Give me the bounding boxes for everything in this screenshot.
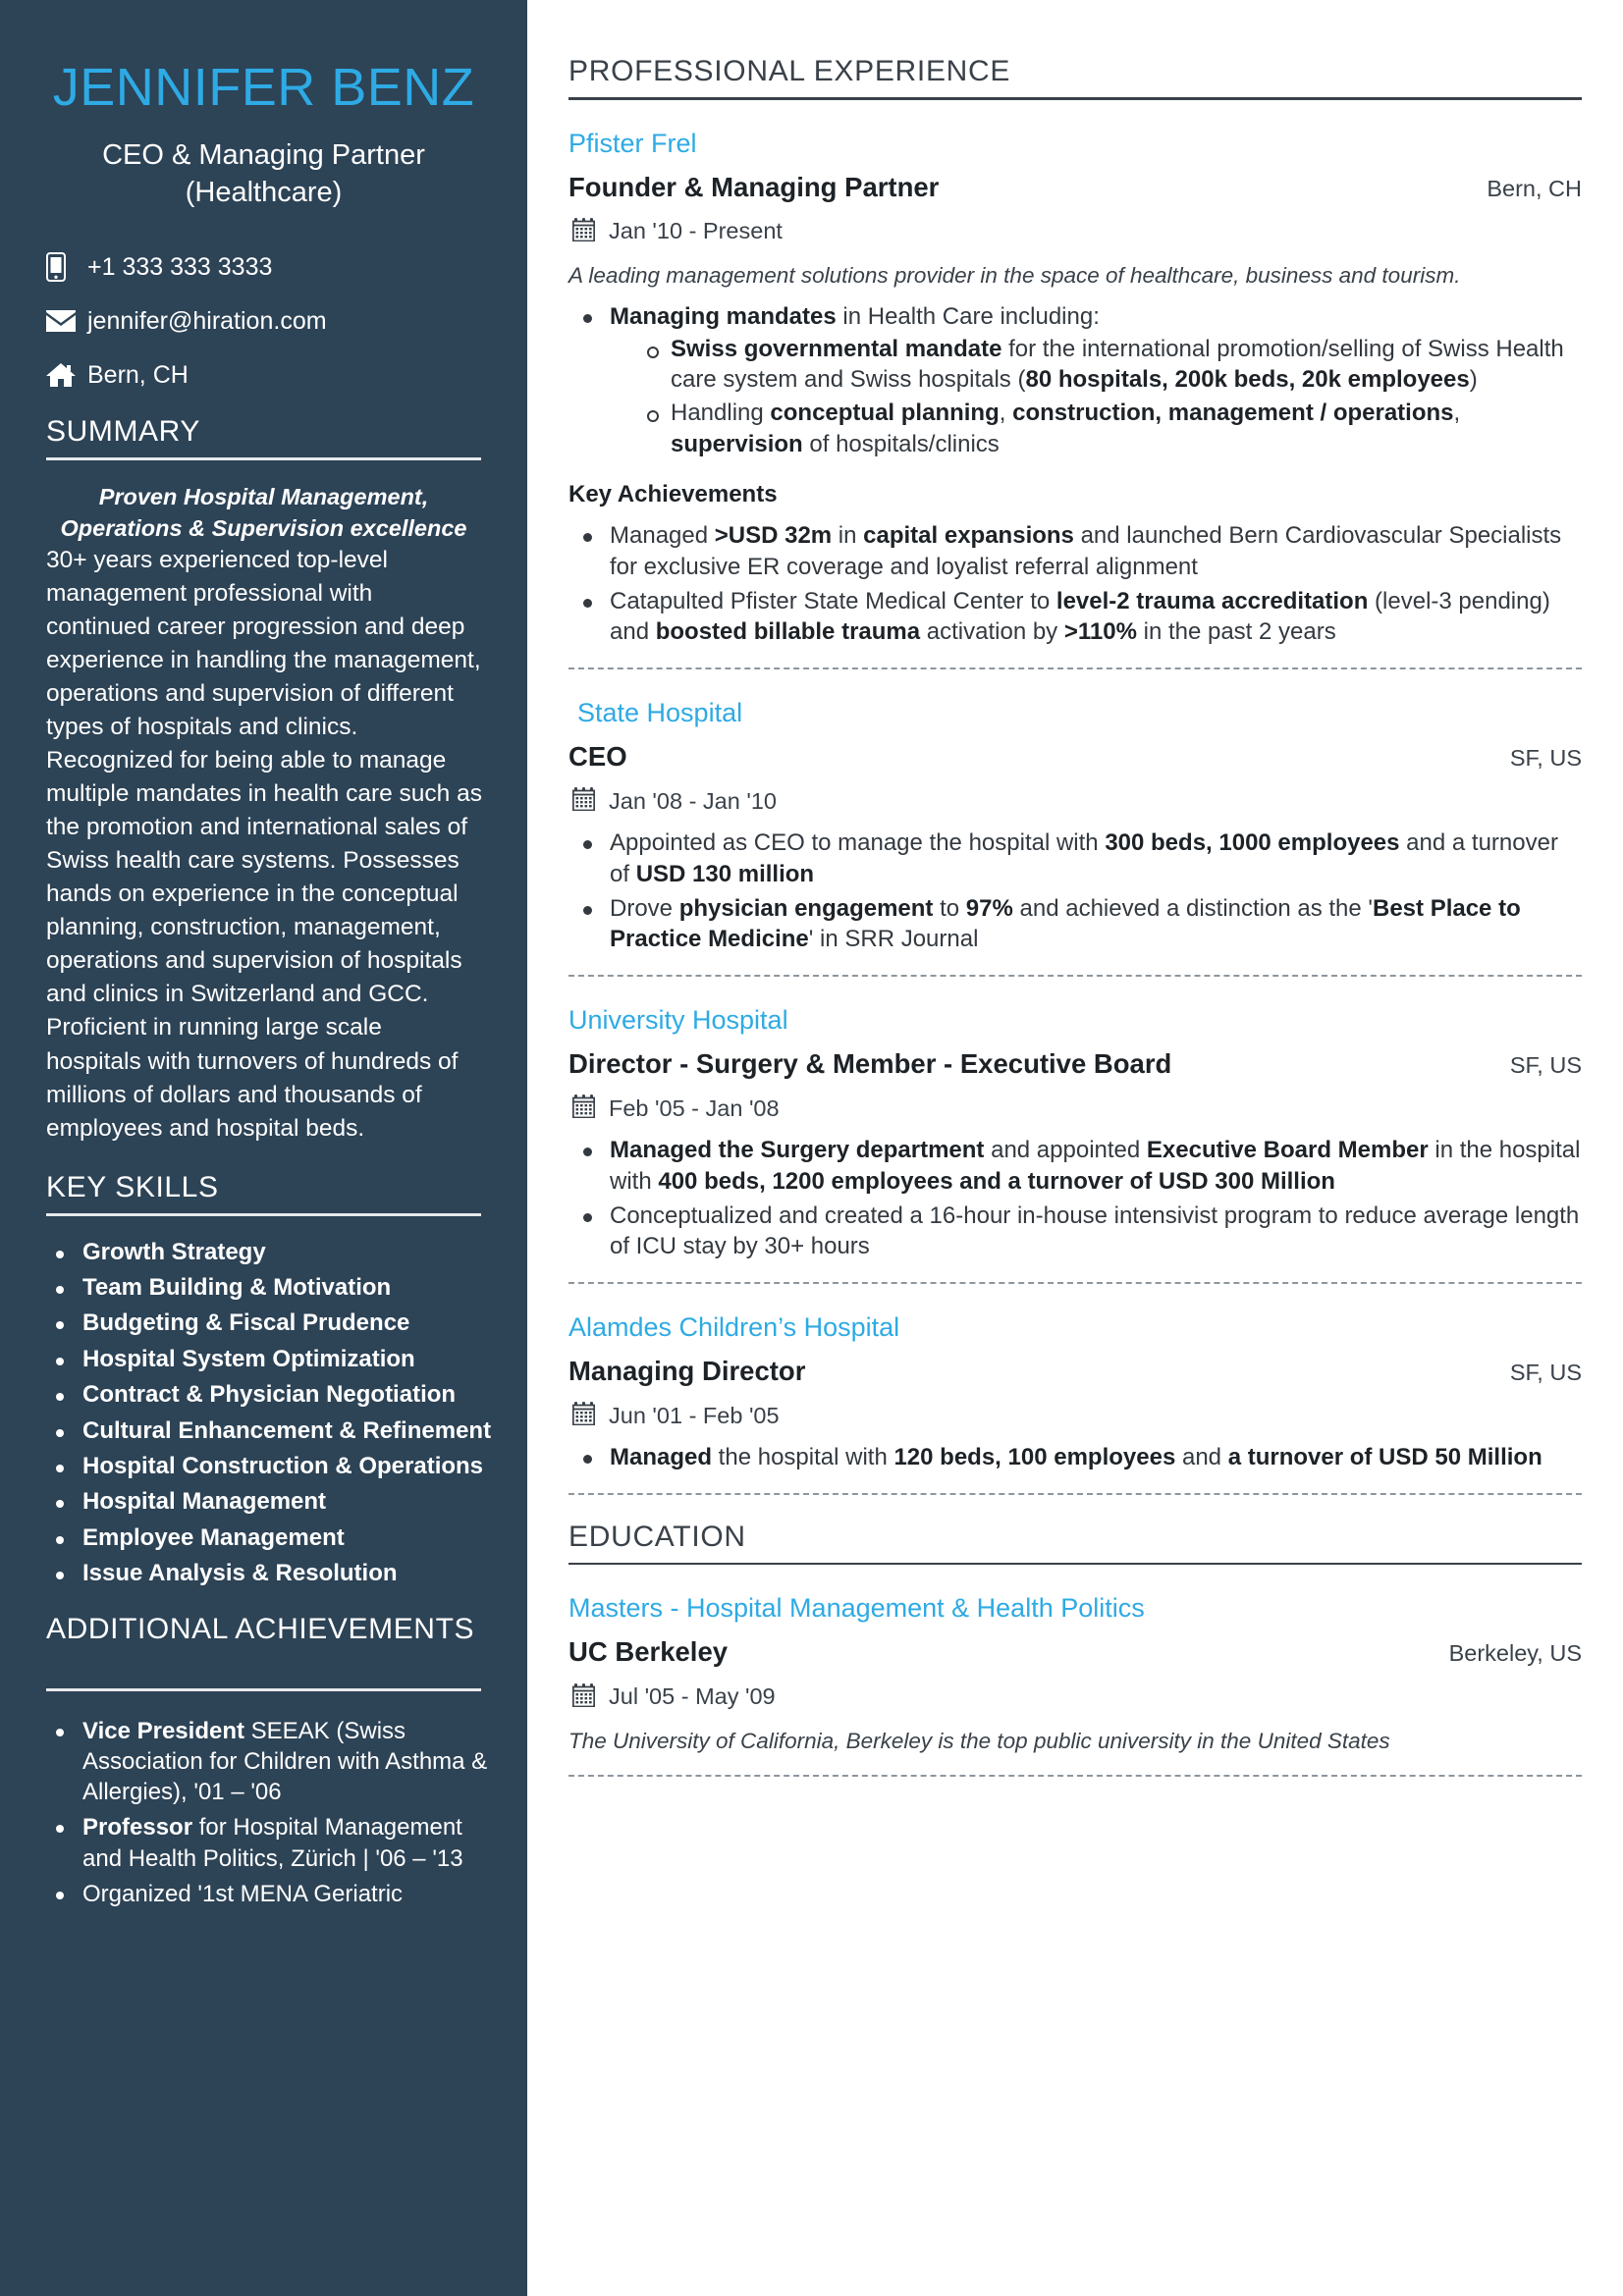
- calendar-icon: [572, 786, 609, 816]
- job-location: SF, US: [1509, 745, 1582, 772]
- job-title: CEO: [568, 741, 627, 773]
- list-item: Appointed as CEO to manage the hospital with 300 beds, 1000 employees and a turnover of USD 130 million: [576, 828, 1582, 889]
- list-item: Swiss governmental mandate for the international promotion/selling of Swiss Health care system and Swiss hospitals (80 hospitals, 200k beds, 20k employees): [639, 334, 1582, 396]
- list-item: Managing mandates in Health Care including: Swiss governmental mandate for the international promotion/selling of Swiss Health care system and Swiss hospitals (80 hospitals, 200k beds, 20k employees) Handling conceptual planning, construction, management / operations, supervision of hospitals/clinics: [576, 301, 1582, 459]
- summary-divider: [46, 457, 481, 460]
- calendar-icon: [572, 217, 609, 246]
- education-divider: [568, 1563, 1582, 1566]
- main-content: [527, 0, 1623, 2296]
- list-item: Employee Management: [54, 1525, 495, 1552]
- education-heading: EDUCATION: [568, 1520, 746, 1553]
- calendar-icon: [572, 1682, 609, 1712]
- phone-value: +1 333 333 3333: [87, 253, 273, 282]
- summary-lead: Proven Hospital Management, Operations & Supervision excellence: [60, 484, 467, 541]
- key-skills-divider: [46, 1213, 481, 1216]
- degree-name: Masters - Hospital Management & Health Politics: [568, 1593, 1145, 1624]
- sidebar: [0, 0, 527, 2296]
- job-dates: Jan '08 - Jan '10: [609, 787, 777, 814]
- role-row: [568, 742, 1582, 772]
- list-item: Handling conceptual planning, construction, management / operations, supervision of hospitals/clinics: [639, 398, 1582, 459]
- date-row: [568, 1094, 1582, 1123]
- summary-heading: SUMMARY: [46, 415, 200, 449]
- job-bullet-list: [568, 1135, 1582, 1262]
- list-item: Managed >USD 32m in capital expansions and launched Bern Cardiovascular Specialists for exclusive ER coverage and loyalist referral alignment: [576, 520, 1582, 582]
- employer-description: A leading management solutions provider in the space of healthcare, business and tourism.: [568, 262, 1461, 288]
- employer-name: Alamdes Children’s Hospital: [568, 1311, 900, 1342]
- role-row: [568, 173, 1582, 202]
- list-item: Vice President SEEAK (Swiss Association for Children with Asthma & Allergies), '01 – '06: [54, 1716, 495, 1808]
- role-row: [568, 1049, 1582, 1079]
- email-value: jennifer@hiration.com: [87, 307, 327, 336]
- location-value: Bern, CH: [87, 361, 189, 390]
- summary-section: [32, 415, 495, 1145]
- job-title: Managing Director: [568, 1355, 806, 1386]
- summary-body: 30+ years experienced top-level management professional with continued career progression and deep experience in handling the management, operations and supervision of different types of hospitals and clinics. Recognized for being able to manage multiple mandates in health care such as the promotion and international sales of Swiss health care systems. Possesses hands on experience in the conceptual planning, construction, management, operations and supervision of hospitals and clinics in Switzerland and GCC. Proficient in running large scale hospitals with turnovers of hundreds of millions of dollars and thousands of employees and hospital beds.: [46, 546, 482, 1142]
- phone-icon: [46, 252, 87, 282]
- list-item: Organized '1st MENA Geriatric: [54, 1879, 495, 1909]
- job-dates: Jan '10 - Present: [609, 218, 783, 244]
- list-item: Team Building & Motivation: [54, 1275, 495, 1302]
- list-item: Hospital Management: [54, 1489, 495, 1516]
- nested-bullet-list: [610, 334, 1582, 460]
- experience-entry: [568, 698, 1582, 977]
- list-item: Growth Strategy: [54, 1240, 495, 1266]
- list-item: Issue Analysis & Resolution: [54, 1561, 495, 1587]
- employer-name: State Hospital: [577, 698, 743, 728]
- contact-row-phone: [32, 252, 495, 282]
- key-skills-section: [32, 1171, 495, 1587]
- job-dates: Feb '05 - Jan '08: [609, 1095, 780, 1121]
- list-item: Budgeting & Fiscal Prudence: [54, 1310, 495, 1337]
- entry-separator: [568, 1775, 1582, 1777]
- job-location: SF, US: [1509, 1051, 1582, 1078]
- professional-experience-heading: PROFESSIONAL EXPERIENCE: [568, 55, 1011, 87]
- list-item: Conceptualized and created a 16-hour in-house intensivist program to reduce average length of ICU stay by 30+ hours: [576, 1201, 1582, 1262]
- date-row: [568, 1682, 1582, 1712]
- calendar-icon: [572, 1094, 609, 1123]
- role-row: [568, 1637, 1582, 1667]
- date-row: [568, 1401, 1582, 1430]
- key-skills-heading: KEY SKILLS: [46, 1170, 219, 1203]
- list-item: Contract & Physician Negotiation: [54, 1382, 495, 1409]
- job-bullet-list: [568, 301, 1582, 459]
- list-item: Managed the Surgery department and appointed Executive Board Member in the hospital with 400 beds, 1200 employees and a turnover of USD 300 Million: [576, 1135, 1582, 1197]
- job-title: Director - Surgery & Member - Executive Board: [568, 1047, 1172, 1079]
- list-item: Catapulted Pfister State Medical Center to level-2 trauma accreditation (level-3 pending) and boosted billable trauma activation by >110% in the past 2 years: [576, 586, 1582, 648]
- candidate-subtitle: CEO & Managing Partner (Healthcare): [102, 138, 425, 209]
- school-description: The University of California, Berkeley is the top public university in the United States: [568, 1728, 1390, 1753]
- job-title: Founder & Managing Partner: [568, 171, 940, 202]
- contact-row-location: [32, 360, 495, 390]
- list-item: Cultural Enhancement & Refinement: [54, 1418, 495, 1445]
- school-location: Berkeley, US: [1448, 1640, 1582, 1667]
- key-achievements-list: [568, 520, 1582, 648]
- education-entry: [568, 1593, 1582, 1777]
- additional-achievements-list: [32, 1716, 495, 1909]
- experience-entry: [568, 1005, 1582, 1284]
- job-location: SF, US: [1509, 1359, 1582, 1385]
- job-bullet-list: [568, 828, 1582, 955]
- calendar-icon: [572, 1401, 609, 1430]
- entry-separator: [568, 667, 1582, 669]
- job-dates: Jun '01 - Feb '05: [609, 1402, 780, 1428]
- role-row: [568, 1357, 1582, 1386]
- list-item: Drove physician engagement to 97% and achieved a distinction as the 'Best Place to Practice Medicine' in SRR Journal: [576, 893, 1582, 955]
- list-item: Hospital Construction & Operations: [54, 1454, 495, 1480]
- entry-separator: [568, 1282, 1582, 1284]
- education-dates: Jul '05 - May '09: [609, 1683, 776, 1710]
- employer-name: Pfister Frel: [568, 128, 697, 158]
- envelope-icon: [46, 310, 87, 332]
- key-achievements-label: Key Achievements: [568, 481, 778, 508]
- job-location: Bern, CH: [1487, 175, 1582, 201]
- list-item: Hospital System Optimization: [54, 1347, 495, 1373]
- date-row: [568, 786, 1582, 816]
- candidate-name: JENNIFER BENZ: [52, 58, 475, 117]
- home-icon: [46, 362, 87, 388]
- additional-achievements-heading: ADDITIONAL ACHIEVEMENTS: [46, 1612, 475, 1645]
- list-item: Professor for Hospital Management and Health Politics, Zürich | '06 – '13: [54, 1812, 495, 1873]
- school-name: UC Berkeley: [568, 1636, 729, 1668]
- key-skills-list: [32, 1240, 495, 1587]
- additional-achievements-divider: [46, 1688, 481, 1691]
- employer-name: University Hospital: [568, 1004, 788, 1035]
- contact-list: [32, 252, 495, 390]
- experience-entry: [568, 1312, 1582, 1495]
- professional-experience-divider: [568, 97, 1582, 100]
- job-bullet-list: [568, 1442, 1582, 1473]
- date-row: [568, 217, 1582, 246]
- experience-entry: [568, 129, 1582, 670]
- entry-separator: [568, 1493, 1582, 1495]
- list-item: Managed the hospital with 120 beds, 100 employees and a turnover of USD 50 Million: [576, 1442, 1582, 1473]
- additional-achievements-section: [32, 1613, 495, 1909]
- entry-separator: [568, 975, 1582, 977]
- contact-row-email: [32, 306, 495, 336]
